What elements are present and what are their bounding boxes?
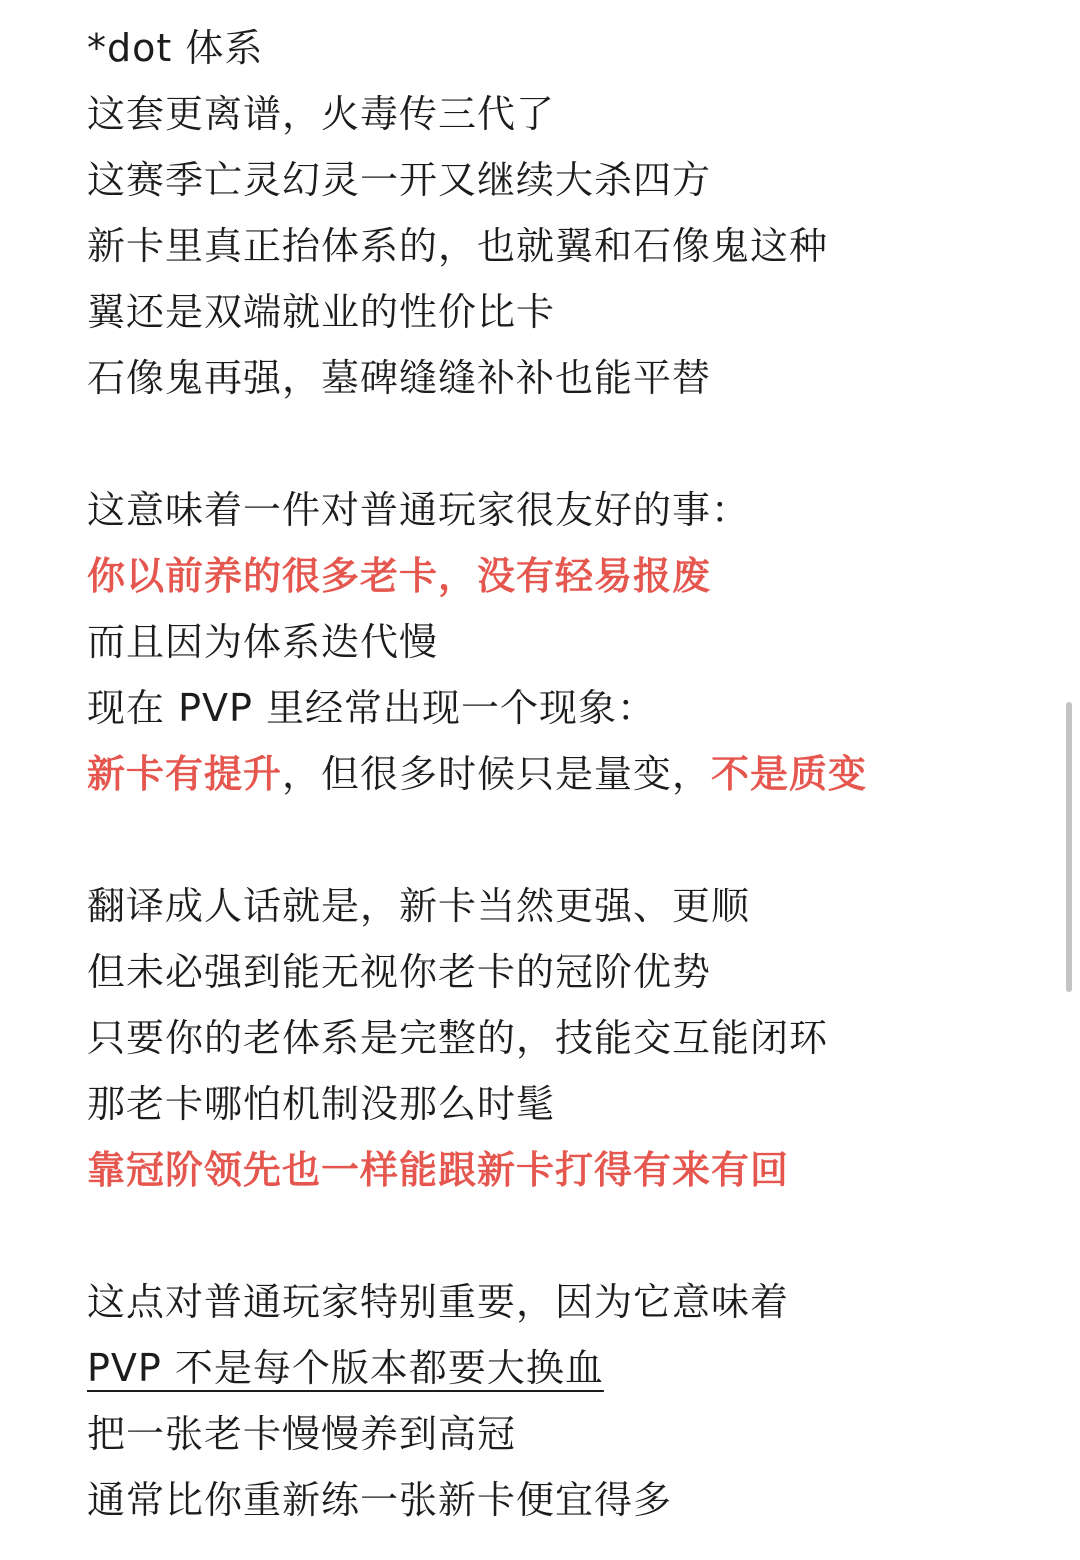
text-segment: 而且因为体系迭代慢 [87, 620, 439, 664]
paragraph-spacer [87, 411, 1047, 477]
article-body [87, 15, 1047, 1533]
paragraph-spacer [87, 807, 1047, 873]
text-segment: 这点对普通玩家特别重要，因为它意味着 [87, 1280, 790, 1324]
text-line [87, 15, 1047, 81]
text-line [87, 741, 1047, 807]
text-segment: 这套更离谱，火毒传三代了 [87, 92, 556, 136]
text-line [87, 1467, 1047, 1533]
text-line [87, 147, 1047, 213]
highlighted-text: 你以前养的很多老卡，没有轻易报废 [87, 554, 712, 598]
underlined-text: PVP 不是每个版本都要大换血 [87, 1346, 604, 1390]
text-line [87, 345, 1047, 411]
text-line [87, 81, 1047, 147]
text-segment: *dot 体系 [87, 26, 264, 70]
scrollbar-thumb[interactable] [1066, 702, 1072, 992]
text-line [87, 1071, 1047, 1137]
text-line [87, 675, 1047, 741]
text-segment: 现在 PVP 里经常出现一个现象： [87, 686, 656, 730]
text-line [87, 1335, 1047, 1401]
text-segment: 新卡里真正抬体系的，也就翼和石像鬼这种 [87, 224, 829, 268]
text-segment: 这意味着一件对普通玩家很友好的事： [87, 488, 751, 532]
text-line [87, 1005, 1047, 1071]
text-line [87, 1401, 1047, 1467]
text-segment: ，但很多时候只是量变， [282, 752, 712, 796]
text-segment: 把一张老卡慢慢养到高冠 [87, 1412, 517, 1456]
text-segment: 石像鬼再强，墓碑缝缝补补也能平替 [87, 356, 712, 400]
text-line [87, 1269, 1047, 1335]
text-line [87, 939, 1047, 1005]
paragraph-spacer [87, 1203, 1047, 1269]
paragraph [87, 1269, 1047, 1533]
text-segment: 那老卡哪怕机制没那么时髦 [87, 1082, 556, 1126]
text-line [87, 609, 1047, 675]
highlighted-text: 不是质变 [711, 752, 868, 796]
paragraph [87, 477, 1047, 807]
text-line [87, 873, 1047, 939]
highlighted-text: 靠冠阶领先也一样能跟新卡打得有来有回 [87, 1148, 790, 1192]
text-line [87, 1137, 1047, 1203]
text-line [87, 213, 1047, 279]
text-segment: 翻译成人话就是，新卡当然更强、更顺 [87, 884, 751, 928]
text-line [87, 477, 1047, 543]
text-segment: 通常比你重新练一张新卡便宜得多 [87, 1478, 673, 1522]
text-line [87, 279, 1047, 345]
text-line [87, 543, 1047, 609]
paragraph [87, 873, 1047, 1203]
text-segment: 这赛季亡灵幻灵一开又继续大杀四方 [87, 158, 712, 202]
highlighted-text: 新卡有提升 [87, 752, 283, 796]
text-segment: 翼还是双端就业的性价比卡 [87, 290, 556, 334]
text-segment: 只要你的老体系是完整的，技能交互能闭环 [87, 1016, 829, 1060]
paragraph [87, 15, 1047, 411]
text-segment: 但未必强到能无视你老卡的冠阶优势 [87, 950, 712, 994]
